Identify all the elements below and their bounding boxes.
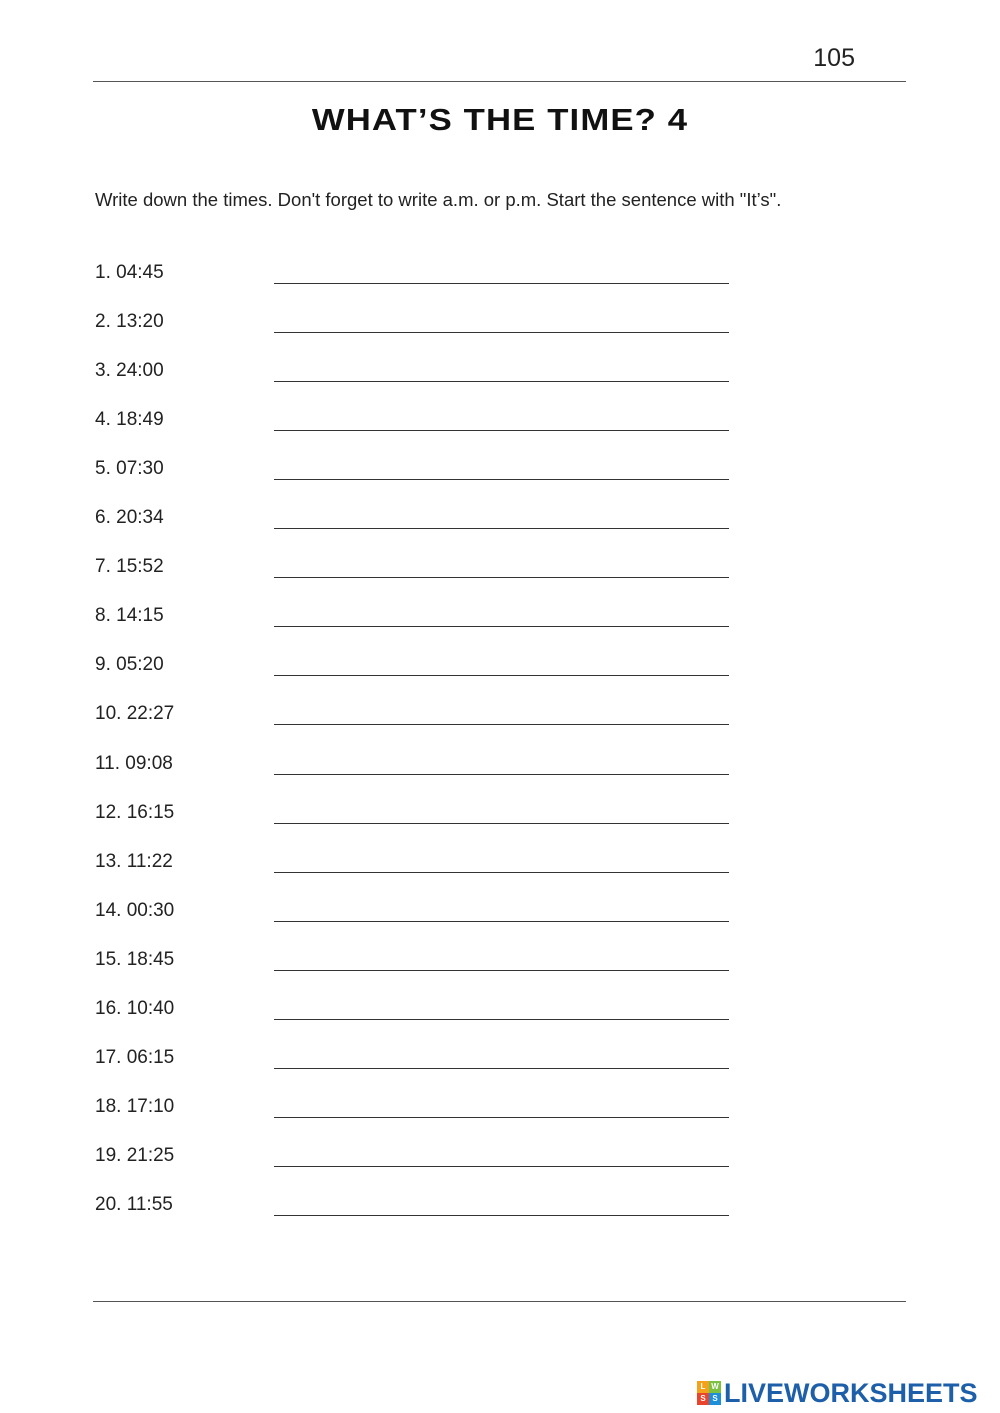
time-item-label: 20. 11:55 — [95, 1193, 173, 1215]
time-item-label: 3. 24:00 — [95, 360, 164, 382]
logo-square: W — [709, 1381, 721, 1393]
answer-line[interactable] — [274, 1019, 729, 1020]
time-item-label: 14. 00:30 — [95, 899, 175, 921]
logo-square: S — [709, 1393, 721, 1405]
answer-line[interactable] — [274, 675, 729, 676]
time-item-label: 15. 18:45 — [95, 948, 175, 970]
answer-line[interactable] — [274, 872, 729, 873]
time-item-label: 9. 05:20 — [95, 654, 164, 676]
answer-line[interactable] — [274, 332, 729, 333]
liveworksheets-brand — [697, 1377, 978, 1409]
answer-line[interactable] — [274, 1117, 729, 1118]
answer-line[interactable] — [274, 823, 729, 824]
answer-line[interactable] — [274, 479, 729, 480]
time-item-label: 2. 13:20 — [95, 311, 164, 333]
time-item-label: 1. 04:45 — [95, 262, 164, 283]
time-item-label: 7. 15:52 — [95, 556, 164, 578]
logo-square: L — [697, 1381, 709, 1393]
answer-line[interactable] — [274, 1166, 729, 1167]
page-number: 105 — [813, 44, 855, 72]
time-item-label: 6. 20:34 — [95, 507, 164, 529]
time-item-label: 18. 17:10 — [95, 1095, 175, 1117]
answer-line[interactable] — [274, 626, 729, 627]
answer-line[interactable] — [274, 577, 729, 578]
answer-line[interactable] — [274, 774, 729, 775]
instructions-text: Write down the times. Don't forget to write a.m. or p.m. Start the sentence with "It’s". — [95, 189, 782, 210]
answer-line[interactable] — [274, 724, 729, 725]
logo-square: S — [697, 1393, 709, 1405]
time-item-label: 17. 06:15 — [95, 1046, 175, 1068]
time-item-label: 12. 16:15 — [95, 801, 175, 823]
answer-line[interactable] — [274, 528, 729, 529]
liveworksheets-logo-icon — [697, 1381, 721, 1405]
time-item-label: 4. 18:49 — [95, 409, 164, 431]
answer-line[interactable] — [274, 970, 729, 971]
answer-line[interactable] — [274, 1215, 729, 1216]
time-item-label: 16. 10:40 — [95, 997, 175, 1019]
brand-name: LIVEWORKSHEETS — [724, 1377, 978, 1408]
time-item-label: 13. 11:22 — [95, 850, 173, 872]
footer-divider — [93, 1301, 906, 1302]
answer-line[interactable] — [274, 921, 729, 922]
answer-line[interactable] — [274, 283, 729, 284]
time-item-label: 19. 21:25 — [95, 1144, 175, 1166]
time-item-label: 10. 22:27 — [95, 703, 175, 725]
answer-line[interactable] — [274, 381, 729, 382]
worksheet-title: WHAT’S THE TIME? 4 — [311, 102, 689, 137]
answer-line[interactable] — [274, 1068, 729, 1069]
time-item-label: 5. 07:30 — [95, 458, 164, 480]
answer-line[interactable] — [274, 430, 729, 431]
time-item-label: 11. 09:08 — [95, 752, 173, 774]
time-item-label: 8. 14:15 — [95, 605, 164, 627]
